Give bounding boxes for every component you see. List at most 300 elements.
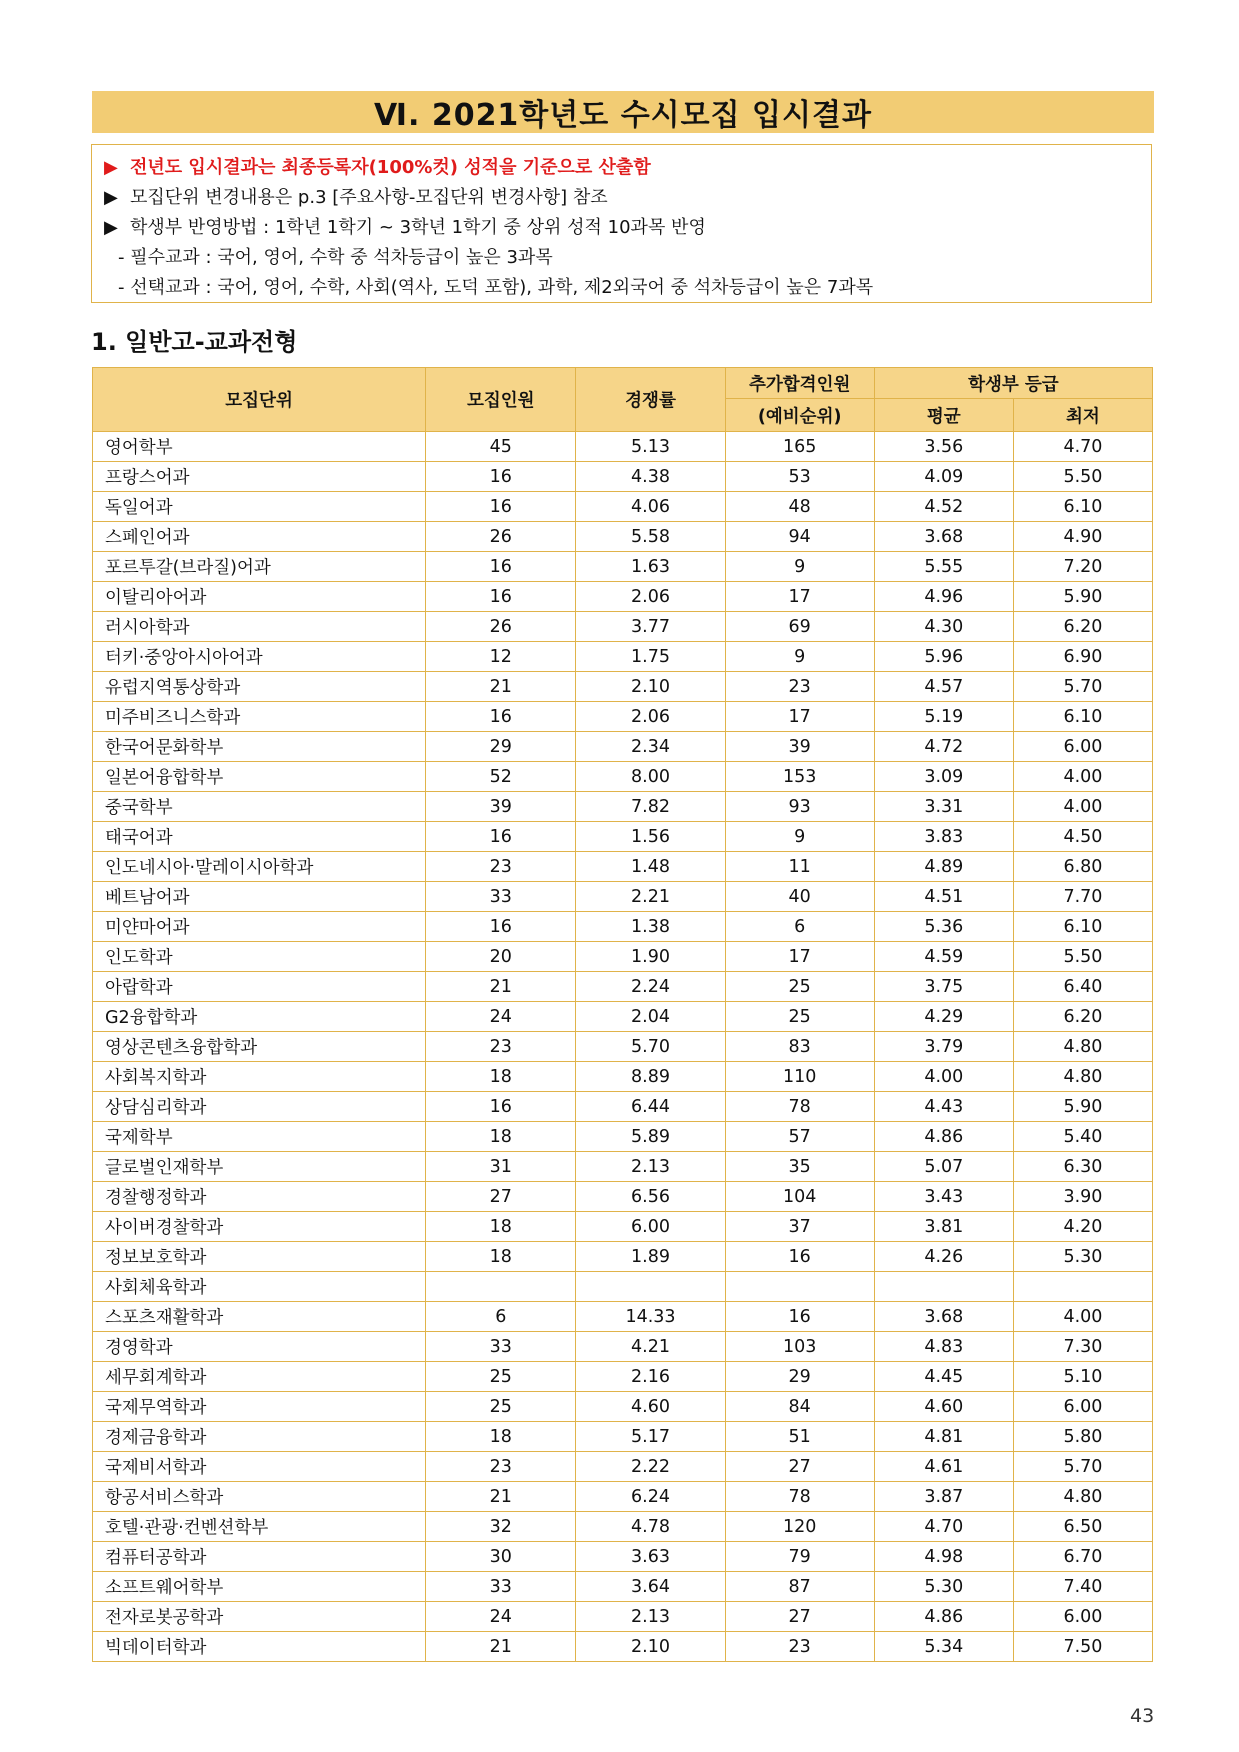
table-row [93, 1572, 1153, 1602]
grade-min-cell: 3.90 [1013, 1182, 1152, 1212]
additional-cell: 78 [725, 1092, 874, 1122]
unit-cell: 중국학부 [93, 792, 426, 822]
grade-min-cell: 7.20 [1013, 552, 1152, 582]
header-additional: 추가합격인원 [725, 368, 874, 399]
grade-avg-cell: 3.75 [874, 972, 1013, 1002]
quota-cell: 33 [426, 882, 576, 912]
additional-cell: 9 [725, 642, 874, 672]
grade-min-cell: 5.50 [1013, 462, 1152, 492]
unit-cell: 호텔·관광·컨벤션학부 [93, 1512, 426, 1542]
table-row [93, 972, 1153, 1002]
quota-cell: 18 [426, 1422, 576, 1452]
ratio-cell: 4.21 [576, 1332, 725, 1362]
quota-cell: 27 [426, 1182, 576, 1212]
table-row [93, 1122, 1153, 1152]
additional-cell: 35 [725, 1152, 874, 1182]
grade-min-cell: 7.50 [1013, 1632, 1152, 1662]
grade-avg-cell: 4.59 [874, 942, 1013, 972]
grade-avg-cell [874, 1272, 1013, 1302]
grade-avg-cell: 4.26 [874, 1242, 1013, 1272]
additional-cell: 104 [725, 1182, 874, 1212]
unit-cell: 프랑스어과 [93, 462, 426, 492]
quota-cell: 32 [426, 1512, 576, 1542]
header-quota: 모집인원 [426, 368, 576, 432]
table-row [93, 1182, 1153, 1212]
grade-avg-cell: 4.70 [874, 1512, 1013, 1542]
table-row [93, 1212, 1153, 1242]
additional-cell: 11 [725, 852, 874, 882]
unit-cell: 전자로봇공학과 [93, 1602, 426, 1632]
ratio-cell [576, 1272, 725, 1302]
table-row [93, 1632, 1153, 1662]
quota-cell: 33 [426, 1572, 576, 1602]
table-row [93, 732, 1153, 762]
grade-avg-cell: 4.30 [874, 612, 1013, 642]
grade-min-cell: 4.70 [1013, 432, 1152, 462]
grade-avg-cell: 5.19 [874, 702, 1013, 732]
table-body [93, 432, 1153, 1662]
additional-cell: 6 [725, 912, 874, 942]
unit-cell: 미주비즈니스학과 [93, 702, 426, 732]
unit-cell: 경찰행정학과 [93, 1182, 426, 1212]
additional-cell: 165 [725, 432, 874, 462]
grade-min-cell: 5.70 [1013, 1452, 1152, 1482]
ratio-cell: 2.13 [576, 1602, 725, 1632]
grade-min-cell: 6.10 [1013, 492, 1152, 522]
quota-cell: 16 [426, 462, 576, 492]
ratio-cell: 4.78 [576, 1512, 725, 1542]
grade-avg-cell: 3.68 [874, 522, 1013, 552]
table-row [93, 552, 1153, 582]
ratio-cell: 2.21 [576, 882, 725, 912]
notice-text: 모집단위 변경내용은 p.3 [주요사항-모집단위 변경사항] 참조 [130, 187, 608, 208]
grade-min-cell: 6.10 [1013, 912, 1152, 942]
unit-cell: 사이버경찰학과 [93, 1212, 426, 1242]
grade-avg-cell: 4.86 [874, 1602, 1013, 1632]
table-row [93, 1002, 1153, 1032]
ratio-cell: 2.06 [576, 582, 725, 612]
unit-cell: 스포츠재활학과 [93, 1302, 426, 1332]
grade-min-cell: 5.90 [1013, 1092, 1152, 1122]
grade-avg-cell: 3.87 [874, 1482, 1013, 1512]
grade-min-cell: 7.70 [1013, 882, 1152, 912]
ratio-cell: 5.89 [576, 1122, 725, 1152]
grade-min-cell: 4.90 [1013, 522, 1152, 552]
unit-cell: 태국어과 [93, 822, 426, 852]
quota-cell: 18 [426, 1062, 576, 1092]
ratio-cell: 3.77 [576, 612, 725, 642]
notice-line [104, 213, 1139, 243]
quota-cell: 21 [426, 1482, 576, 1512]
table-row [93, 1302, 1153, 1332]
quota-cell: 25 [426, 1392, 576, 1422]
unit-cell: 러시아학과 [93, 612, 426, 642]
grade-avg-cell: 5.30 [874, 1572, 1013, 1602]
ratio-cell: 14.33 [576, 1302, 725, 1332]
additional-cell: 16 [725, 1302, 874, 1332]
unit-cell: 독일어과 [93, 492, 426, 522]
grade-avg-cell: 4.61 [874, 1452, 1013, 1482]
unit-cell: 경제금융학과 [93, 1422, 426, 1452]
unit-cell: 포르투갈(브라질)어과 [93, 552, 426, 582]
additional-cell: 153 [725, 762, 874, 792]
grade-min-cell: 7.30 [1013, 1332, 1152, 1362]
grade-avg-cell: 3.83 [874, 822, 1013, 852]
quota-cell: 24 [426, 1002, 576, 1032]
ratio-cell: 2.10 [576, 1632, 725, 1662]
quota-cell: 24 [426, 1602, 576, 1632]
table-row [93, 1512, 1153, 1542]
table-row [93, 1542, 1153, 1572]
additional-cell: 83 [725, 1032, 874, 1062]
notice-text: 학생부 반영방법 : 1학년 1학기 ~ 3학년 1학기 중 상위 성적 10과목 반영 [130, 217, 706, 238]
additional-cell: 27 [725, 1452, 874, 1482]
grade-min-cell: 4.50 [1013, 822, 1152, 852]
notice-line [104, 243, 1139, 273]
ratio-cell: 4.06 [576, 492, 725, 522]
additional-cell: 37 [725, 1212, 874, 1242]
grade-min-cell: 7.40 [1013, 1572, 1152, 1602]
quota-cell: 25 [426, 1362, 576, 1392]
table-row [93, 672, 1153, 702]
quota-cell: 20 [426, 942, 576, 972]
grade-avg-cell: 4.52 [874, 492, 1013, 522]
section-title: 1. 일반고-교과전형 [91, 328, 298, 356]
grade-min-cell [1013, 1272, 1152, 1302]
ratio-cell: 1.38 [576, 912, 725, 942]
unit-cell: 스페인어과 [93, 522, 426, 552]
grade-min-cell: 5.80 [1013, 1422, 1152, 1452]
additional-cell: 103 [725, 1332, 874, 1362]
table-row [93, 702, 1153, 732]
notice-text: - 선택교과 : 국어, 영어, 수학, 사회(역사, 도덕 포함), 과학, 제2외국어 중 석차등급이 높은 7과목 [118, 277, 874, 298]
additional-cell: 53 [725, 462, 874, 492]
ratio-cell: 2.16 [576, 1362, 725, 1392]
grade-min-cell: 5.40 [1013, 1122, 1152, 1152]
ratio-cell: 6.56 [576, 1182, 725, 1212]
grade-avg-cell: 5.55 [874, 552, 1013, 582]
quota-cell: 21 [426, 672, 576, 702]
ratio-cell: 4.60 [576, 1392, 725, 1422]
table-row [93, 1272, 1153, 1302]
table-row [93, 912, 1153, 942]
quota-cell: 31 [426, 1152, 576, 1182]
header-additional-sub: (예비순위) [725, 399, 874, 432]
grade-avg-cell: 4.51 [874, 882, 1013, 912]
ratio-cell: 2.24 [576, 972, 725, 1002]
quota-cell: 23 [426, 1032, 576, 1062]
grade-min-cell: 5.10 [1013, 1362, 1152, 1392]
additional-cell: 23 [725, 1632, 874, 1662]
table-row [93, 582, 1153, 612]
grade-min-cell: 6.10 [1013, 702, 1152, 732]
quota-cell: 45 [426, 432, 576, 462]
quota-cell: 26 [426, 522, 576, 552]
grade-avg-cell: 4.09 [874, 462, 1013, 492]
quota-cell: 16 [426, 1092, 576, 1122]
additional-cell: 87 [725, 1572, 874, 1602]
additional-cell: 120 [725, 1512, 874, 1542]
quota-cell: 29 [426, 732, 576, 762]
notice-box [91, 144, 1152, 303]
unit-cell: 인도학과 [93, 942, 426, 972]
table-row [93, 882, 1153, 912]
grade-min-cell: 4.80 [1013, 1482, 1152, 1512]
table-row [93, 462, 1153, 492]
grade-min-cell: 4.80 [1013, 1062, 1152, 1092]
table-row [93, 1482, 1153, 1512]
additional-cell: 17 [725, 942, 874, 972]
ratio-cell: 5.17 [576, 1422, 725, 1452]
quota-cell: 23 [426, 852, 576, 882]
table-row [93, 1092, 1153, 1122]
table-row [93, 822, 1153, 852]
unit-cell: 국제학부 [93, 1122, 426, 1152]
grade-avg-cell: 5.96 [874, 642, 1013, 672]
unit-cell: 베트남어과 [93, 882, 426, 912]
grade-avg-cell: 3.43 [874, 1182, 1013, 1212]
table-header-row [93, 368, 1153, 399]
additional-cell: 57 [725, 1122, 874, 1152]
quota-cell: 16 [426, 582, 576, 612]
additional-cell: 40 [725, 882, 874, 912]
grade-avg-cell: 5.36 [874, 912, 1013, 942]
arrow-bullet-icon: ▶ [104, 217, 118, 238]
unit-cell: 정보보호학과 [93, 1242, 426, 1272]
ratio-cell: 2.13 [576, 1152, 725, 1182]
grade-min-cell: 6.80 [1013, 852, 1152, 882]
grade-min-cell: 4.00 [1013, 792, 1152, 822]
additional-cell: 25 [725, 972, 874, 1002]
grade-avg-cell: 3.31 [874, 792, 1013, 822]
grade-min-cell: 6.50 [1013, 1512, 1152, 1542]
unit-cell: 한국어문화학부 [93, 732, 426, 762]
unit-cell: 빅데이터학과 [93, 1632, 426, 1662]
grade-avg-cell: 5.34 [874, 1632, 1013, 1662]
grade-avg-cell: 4.72 [874, 732, 1013, 762]
grade-avg-cell: 4.00 [874, 1062, 1013, 1092]
page-title: Ⅵ. 2021학년도 수시모집 입시결과 [374, 98, 872, 133]
unit-cell: 아랍학과 [93, 972, 426, 1002]
unit-cell: 국제무역학과 [93, 1392, 426, 1422]
ratio-cell: 1.56 [576, 822, 725, 852]
notice-line [104, 183, 1139, 213]
grade-avg-cell: 4.57 [874, 672, 1013, 702]
additional-cell: 29 [725, 1362, 874, 1392]
additional-cell: 17 [725, 582, 874, 612]
grade-min-cell: 4.20 [1013, 1212, 1152, 1242]
grade-avg-cell: 4.45 [874, 1362, 1013, 1392]
ratio-cell: 3.64 [576, 1572, 725, 1602]
additional-cell: 9 [725, 822, 874, 852]
additional-cell: 110 [725, 1062, 874, 1092]
quota-cell: 16 [426, 822, 576, 852]
grade-avg-cell: 3.81 [874, 1212, 1013, 1242]
grade-avg-cell: 4.81 [874, 1422, 1013, 1452]
table-row [93, 1452, 1153, 1482]
ratio-cell: 6.00 [576, 1212, 725, 1242]
table-row [93, 1392, 1153, 1422]
quota-cell: 23 [426, 1452, 576, 1482]
table-row [93, 852, 1153, 882]
ratio-cell: 1.75 [576, 642, 725, 672]
table-row [93, 1032, 1153, 1062]
quota-cell: 16 [426, 702, 576, 732]
ratio-cell: 1.90 [576, 942, 725, 972]
quota-cell: 30 [426, 1542, 576, 1572]
grade-avg-cell: 3.68 [874, 1302, 1013, 1332]
grade-min-cell: 6.40 [1013, 972, 1152, 1002]
unit-cell: 글로벌인재학부 [93, 1152, 426, 1182]
quota-cell: 26 [426, 612, 576, 642]
arrow-bullet-icon: ▶ [104, 187, 118, 208]
grade-min-cell: 5.50 [1013, 942, 1152, 972]
additional-cell: 84 [725, 1392, 874, 1422]
unit-cell: 항공서비스학과 [93, 1482, 426, 1512]
table-row [93, 1242, 1153, 1272]
additional-cell: 25 [725, 1002, 874, 1032]
table-row [93, 1602, 1153, 1632]
notice-line [104, 153, 1139, 183]
header-unit: 모집단위 [93, 368, 426, 432]
quota-cell: 18 [426, 1212, 576, 1242]
table-row [93, 1362, 1153, 1392]
ratio-cell: 2.04 [576, 1002, 725, 1032]
admission-results-table [92, 367, 1153, 1662]
grade-min-cell: 4.00 [1013, 1302, 1152, 1332]
grade-avg-cell: 4.60 [874, 1392, 1013, 1422]
unit-cell: G2융합학과 [93, 1002, 426, 1032]
additional-cell: 9 [725, 552, 874, 582]
grade-min-cell: 6.30 [1013, 1152, 1152, 1182]
unit-cell: 영상콘텐츠융합학과 [93, 1032, 426, 1062]
table-row [93, 492, 1153, 522]
additional-cell [725, 1272, 874, 1302]
header-grade-min: 최저 [1013, 399, 1152, 432]
unit-cell: 일본어융합학부 [93, 762, 426, 792]
unit-cell: 사회체육학과 [93, 1272, 426, 1302]
ratio-cell: 8.00 [576, 762, 725, 792]
quota-cell: 18 [426, 1122, 576, 1152]
grade-min-cell: 6.00 [1013, 1392, 1152, 1422]
grade-min-cell: 6.70 [1013, 1542, 1152, 1572]
additional-cell: 78 [725, 1482, 874, 1512]
grade-min-cell: 4.80 [1013, 1032, 1152, 1062]
grade-min-cell: 6.00 [1013, 1602, 1152, 1632]
grade-min-cell: 6.90 [1013, 642, 1152, 672]
quota-cell: 21 [426, 972, 576, 1002]
unit-cell: 상담심리학과 [93, 1092, 426, 1122]
ratio-cell: 5.70 [576, 1032, 725, 1062]
quota-cell: 21 [426, 1632, 576, 1662]
ratio-cell: 2.10 [576, 672, 725, 702]
additional-cell: 23 [725, 672, 874, 702]
grade-min-cell: 6.00 [1013, 732, 1152, 762]
grade-avg-cell: 3.09 [874, 762, 1013, 792]
unit-cell: 경영학과 [93, 1332, 426, 1362]
unit-cell: 소프트웨어학부 [93, 1572, 426, 1602]
table-row [93, 642, 1153, 672]
ratio-cell: 5.58 [576, 522, 725, 552]
grade-avg-cell: 3.79 [874, 1032, 1013, 1062]
additional-cell: 16 [725, 1242, 874, 1272]
ratio-cell: 8.89 [576, 1062, 725, 1092]
additional-cell: 79 [725, 1542, 874, 1572]
quota-cell: 18 [426, 1242, 576, 1272]
table-row [93, 432, 1153, 462]
header-ratio: 경쟁률 [576, 368, 725, 432]
grade-min-cell: 5.90 [1013, 582, 1152, 612]
ratio-cell: 6.44 [576, 1092, 725, 1122]
table-row [93, 1332, 1153, 1362]
unit-cell: 미얀마어과 [93, 912, 426, 942]
quota-cell: 16 [426, 492, 576, 522]
unit-cell: 국제비서학과 [93, 1452, 426, 1482]
additional-cell: 39 [725, 732, 874, 762]
page-title-bar [92, 91, 1154, 133]
ratio-cell: 7.82 [576, 792, 725, 822]
ratio-cell: 5.13 [576, 432, 725, 462]
grade-avg-cell: 4.89 [874, 852, 1013, 882]
notice-text: 전년도 입시결과는 최종등록자(100%컷) 성적을 기준으로 산출함 [130, 157, 651, 178]
ratio-cell: 1.63 [576, 552, 725, 582]
grade-min-cell: 6.20 [1013, 612, 1152, 642]
additional-cell: 27 [725, 1602, 874, 1632]
quota-cell: 52 [426, 762, 576, 792]
grade-avg-cell: 4.86 [874, 1122, 1013, 1152]
grade-avg-cell: 3.56 [874, 432, 1013, 462]
table-row [93, 942, 1153, 972]
grade-min-cell: 6.20 [1013, 1002, 1152, 1032]
additional-cell: 51 [725, 1422, 874, 1452]
notice-line [104, 273, 1139, 303]
unit-cell: 컴퓨터공학과 [93, 1542, 426, 1572]
ratio-cell: 2.34 [576, 732, 725, 762]
quota-cell: 33 [426, 1332, 576, 1362]
grade-avg-cell: 5.07 [874, 1152, 1013, 1182]
ratio-cell: 3.63 [576, 1542, 725, 1572]
quota-cell: 16 [426, 552, 576, 582]
quota-cell: 12 [426, 642, 576, 672]
table-row [93, 612, 1153, 642]
ratio-cell: 1.48 [576, 852, 725, 882]
quota-cell: 6 [426, 1302, 576, 1332]
additional-cell: 69 [725, 612, 874, 642]
grade-avg-cell: 4.83 [874, 1332, 1013, 1362]
grade-min-cell: 4.00 [1013, 762, 1152, 792]
additional-cell: 93 [725, 792, 874, 822]
ratio-cell: 1.89 [576, 1242, 725, 1272]
table-row [93, 792, 1153, 822]
unit-cell: 사회복지학과 [93, 1062, 426, 1092]
grade-avg-cell: 4.96 [874, 582, 1013, 612]
ratio-cell: 4.38 [576, 462, 725, 492]
ratio-cell: 2.06 [576, 702, 725, 732]
unit-cell: 터키·중앙아시아어과 [93, 642, 426, 672]
grade-avg-cell: 4.29 [874, 1002, 1013, 1032]
unit-cell: 세무회계학과 [93, 1362, 426, 1392]
header-grade-avg: 평균 [874, 399, 1013, 432]
grade-avg-cell: 4.98 [874, 1542, 1013, 1572]
table-row [93, 1422, 1153, 1452]
table-row [93, 1152, 1153, 1182]
table-row [93, 762, 1153, 792]
ratio-cell: 2.22 [576, 1452, 725, 1482]
page-number: 43 [1130, 1705, 1155, 1727]
unit-cell: 인도네시아·말레이시아학과 [93, 852, 426, 882]
grade-min-cell: 5.70 [1013, 672, 1152, 702]
additional-cell: 94 [725, 522, 874, 552]
